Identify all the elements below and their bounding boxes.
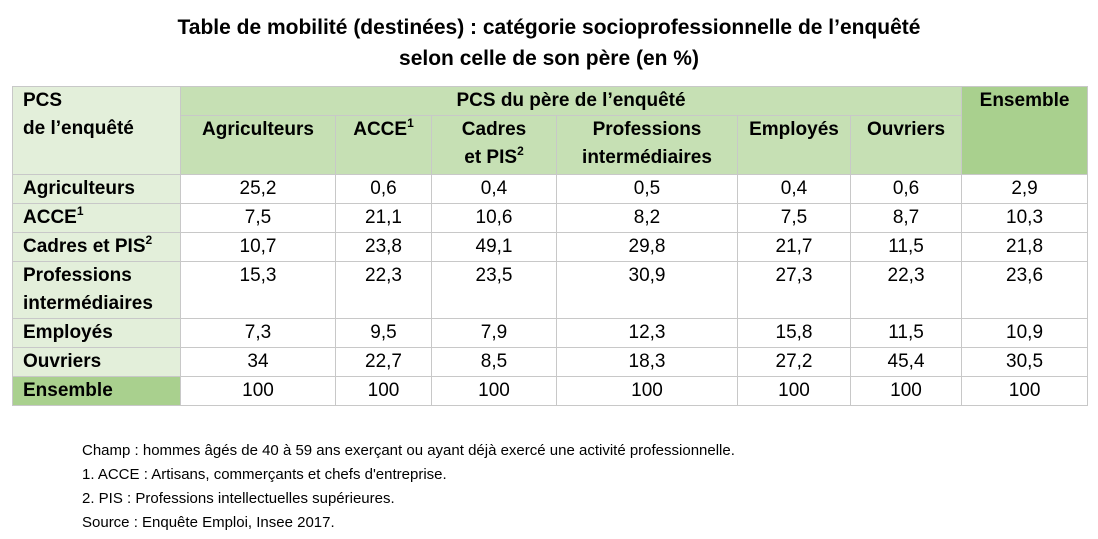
- table-cell: 27,2: [738, 348, 851, 377]
- table-cell: 11,5: [851, 233, 962, 262]
- row-label-text: Employés: [23, 322, 113, 343]
- table-row: [13, 262, 1088, 319]
- row-total-cell: 21,8: [962, 233, 1088, 262]
- table-cell: 45,4: [851, 348, 962, 377]
- row-label-line-1: [23, 262, 180, 290]
- table-cell: 23,5: [432, 262, 557, 319]
- note-source: Source : Enquête Emploi, Insee 2017.: [82, 514, 335, 531]
- column-header-text: ACCE: [353, 119, 408, 140]
- row-label-line-1: [23, 348, 180, 376]
- row-label: [13, 175, 181, 204]
- table-cell: 0,4: [432, 175, 557, 204]
- column-header: [557, 116, 738, 175]
- row-label-text: Professions: [23, 265, 132, 286]
- column-header: [181, 116, 336, 175]
- row-label-line-1: [23, 319, 180, 347]
- row-label-line-1: [23, 204, 180, 232]
- column-header: [336, 116, 432, 175]
- column-header-line-1: [432, 116, 556, 144]
- table-cell: 8,7: [851, 204, 962, 233]
- title-line-2: selon celle de son père (en %): [399, 47, 699, 70]
- column-header-text: Cadres: [461, 119, 527, 140]
- column-header-line-1: [181, 116, 335, 144]
- footnote-marker: 2: [145, 232, 153, 247]
- note-champ: Champ : hommes âgés de 40 à 59 ans exerçant ou ayant déjà exercé une activité professionnelle.: [82, 442, 735, 459]
- table-cell: 100: [336, 377, 432, 406]
- column-header-line-2: [557, 144, 737, 172]
- table-cell: 11,5: [851, 319, 962, 348]
- table-cell: 100: [181, 377, 336, 406]
- table-cell: 9,5: [336, 319, 432, 348]
- row-label: [13, 233, 181, 262]
- table-cell: 100: [557, 377, 738, 406]
- table-row: [13, 175, 1088, 204]
- table-cell: 0,6: [336, 175, 432, 204]
- column-header-line-2: [432, 144, 556, 172]
- column-header-text: Ouvriers: [866, 119, 946, 140]
- column-header: [738, 116, 851, 175]
- table-cell: 12,3: [557, 319, 738, 348]
- row-label: [13, 319, 181, 348]
- table-cell: 49,1: [432, 233, 557, 262]
- table-cell: 21,7: [738, 233, 851, 262]
- row-total-cell: 10,9: [962, 319, 1088, 348]
- table-cell: 7,5: [181, 204, 336, 233]
- column-header-text: Employés: [749, 119, 839, 140]
- table-cell: 10,7: [181, 233, 336, 262]
- column-header-line-1: [851, 116, 961, 144]
- row-label: [13, 348, 181, 377]
- ensemble-column-header: Ensemble: [962, 87, 1088, 175]
- row-label-line-1: [23, 175, 180, 203]
- table-cell: 15,8: [738, 319, 851, 348]
- ensemble-row: [13, 377, 1088, 406]
- row-label-text: Cadres et PIS: [23, 236, 146, 257]
- table-cell: 7,9: [432, 319, 557, 348]
- table-row: [13, 204, 1088, 233]
- table-row: [13, 233, 1088, 262]
- corner-line-1: PCS: [23, 90, 63, 111]
- row-total-cell: 2,9: [962, 175, 1088, 204]
- table-cell: 8,2: [557, 204, 738, 233]
- table-cell: 100: [432, 377, 557, 406]
- corner-header: [13, 87, 181, 175]
- row-label-line-1: [23, 233, 180, 261]
- row-label: [13, 204, 181, 233]
- table-notes: [82, 439, 735, 535]
- title-line-1: Table de mobilité (destinées) : catégorie socioprofessionnelle de l’enquêté: [177, 16, 921, 39]
- table-cell: 100: [851, 377, 962, 406]
- table-cell: 0,6: [851, 175, 962, 204]
- footnote-marker: 1: [407, 115, 414, 130]
- row-total-cell: 30,5: [962, 348, 1088, 377]
- mobility-table: [12, 86, 1088, 406]
- column-header-text: Agriculteurs: [202, 119, 314, 140]
- footnote-marker: 2: [517, 143, 524, 158]
- note-pis: 2. PIS : Professions intellectuelles supérieures.: [82, 490, 395, 507]
- table-cell: 100: [738, 377, 851, 406]
- table-cell: 0,5: [557, 175, 738, 204]
- table-cell: 22,3: [336, 262, 432, 319]
- table-cell: 22,7: [336, 348, 432, 377]
- row-label-line-2: intermédiaires: [23, 293, 153, 314]
- column-header: [851, 116, 962, 175]
- corner-line-2: de l’enquêté: [23, 118, 134, 139]
- table-cell: 27,3: [738, 262, 851, 319]
- table-cell: 0,4: [738, 175, 851, 204]
- row-label-text: ACCE: [23, 207, 77, 228]
- table-row: [13, 319, 1088, 348]
- table-cell: 7,3: [181, 319, 336, 348]
- column-header: [432, 116, 557, 175]
- table-cell: 30,9: [557, 262, 738, 319]
- row-label-text: Agriculteurs: [23, 178, 135, 199]
- table-cell: 10,6: [432, 204, 557, 233]
- table-cell: 15,3: [181, 262, 336, 319]
- table-cell: 7,5: [738, 204, 851, 233]
- header-row: [13, 87, 1088, 116]
- grand-total-cell: 100: [962, 377, 1088, 406]
- table-title: [0, 12, 1098, 74]
- footnote-marker: 1: [76, 203, 84, 218]
- table-cell: 8,5: [432, 348, 557, 377]
- row-total-cell: 23,6: [962, 262, 1088, 319]
- table-body: [13, 87, 1088, 406]
- column-header-text: Professions: [592, 119, 702, 140]
- ensemble-row-label: Ensemble: [13, 377, 181, 406]
- column-header-line-1: [738, 116, 850, 144]
- row-label: [13, 262, 181, 319]
- table-cell: 23,8: [336, 233, 432, 262]
- column-header-text: intermédiaires: [582, 147, 712, 168]
- table-cell: 18,3: [557, 348, 738, 377]
- note-acce: 1. ACCE : Artisans, commerçants et chefs d'entreprise.: [82, 466, 447, 483]
- row-total-cell: 10,3: [962, 204, 1088, 233]
- column-header-line-1: [336, 116, 431, 144]
- column-header-line-1: [557, 116, 737, 144]
- table-cell: 34: [181, 348, 336, 377]
- row-label-text: Ouvriers: [23, 351, 102, 372]
- father-pcs-header: PCS du père de l’enquêté: [181, 87, 962, 116]
- table-cell: 25,2: [181, 175, 336, 204]
- column-header-text: et PIS: [464, 147, 518, 168]
- table-cell: 21,1: [336, 204, 432, 233]
- table-cell: 22,3: [851, 262, 962, 319]
- table-row: [13, 348, 1088, 377]
- table-cell: 29,8: [557, 233, 738, 262]
